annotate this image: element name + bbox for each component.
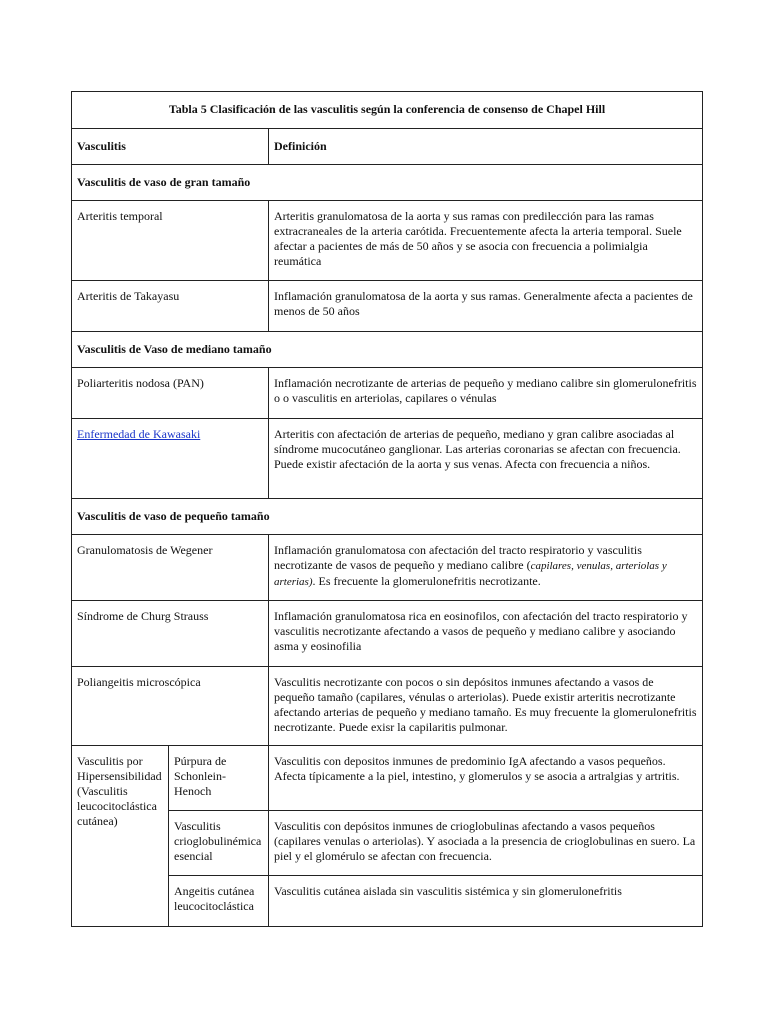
row-name-churg-strauss: Síndrome de Churg Strauss — [72, 601, 269, 667]
row-def-arteritis-temporal: Arteritis granulomatosa de la aorta y sus ramas con predilección para las ramas extracraneales de la arteria carótida. Frecuentemente afecta la arteria temporal. Suele afectar a pacientes de más de 50 años y se asocia con frecuencia a polimialgia reumática — [269, 201, 703, 281]
section-medium-vessel: Vasculitis de Vaso de mediano tamaño — [72, 332, 703, 368]
section-large-vessel: Vasculitis de vaso de gran tamaño — [72, 165, 703, 201]
group-hipersensibilidad: Vasculitis por Hipersensibilidad (Vasculitis leucocitoclástica cutánea) — [72, 746, 169, 927]
wegener-def-part-b: . Es frecuente la glomerulonefritis necrotizante. — [312, 574, 541, 588]
row-name-pan: Poliarteritis nodosa (PAN) — [72, 368, 269, 419]
row-def-crioglobulinemica: Vasculitis con depósitos inmunes de crioglobulinas afectando a vasos pequeños (capilares venulas o arteriolas). Y asociada a la presencia de crioglobulinas en suero. La piel y el glomérulo se afectan con frecuencia. — [269, 811, 703, 876]
header-vasculitis: Vasculitis — [72, 129, 269, 165]
row-def-kawasaki: Arteritis con afectación de arterias de pequeño, mediano y gran calibre asociadas al síndrome mucocutáneo ganglionar. Las arterias coronarias se afectan con frecuencia. Puede existir afectación de la aorta y sus venas. Afecta con frecuencia a niños. — [269, 419, 703, 499]
row-name-takayasu: Arteritis de Takayasu — [72, 281, 269, 332]
row-name-angeitis: Angeitis cutánea leucocitoclástica — [169, 876, 269, 927]
row-name-kawasaki — [72, 419, 269, 499]
row-def-schonlein: Vasculitis con depositos inmunes de predominio IgA afectando a vasos pequeños. Afecta típicamente a la piel, intestino, y glomerulos y se asocia a artralgias y artritis. — [269, 746, 703, 811]
row-def-churg-strauss: Inflamación granulomatosa rica en eosinofilos, con afectación del tracto respiratorio y vasculitis necrotizante afectando a vasos de pequeño y mediano calibre y asociando asma y eosinofilia — [269, 601, 703, 667]
wegener-def-part-a: Inflamación granulomatosa con afectación del tracto respiratorio y vasculitis necrotizante de vasos de pequeño y mediano calibre ( — [274, 543, 642, 572]
kawasaki-link[interactable]: Enfermedad de Kawasaki — [77, 427, 201, 441]
row-name-arteritis-temporal: Arteritis temporal — [72, 201, 269, 281]
table-title: Tabla 5 Clasificación de las vasculitis según la conferencia de consenso de Chapel Hill — [72, 92, 703, 129]
row-def-wegener — [269, 535, 703, 601]
row-def-poliangeitis: Vasculitis necrotizante con pocos o sin depósitos inmunes afectando a vasos de pequeño tamaño (capilares, vénulas o arteriolas). Puede existir arteritis necrotizante afectando arterias de pequeño y mediano tamaño. Es muy frecuente la glomerulonefritis necrotizante. Puede exisr la capilaritis pulmonar. — [269, 667, 703, 746]
wegener-def-italic: capilares, venulas, arteriolas y arterias) — [274, 560, 667, 588]
section-small-vessel: Vasculitis de vaso de pequeño tamaño — [72, 499, 703, 535]
row-def-angeitis: Vasculitis cutánea aislada sin vasculitis sistémica y sin glomerulonefritis — [269, 876, 703, 927]
row-name-wegener: Granulomatosis de Wegener — [72, 535, 269, 601]
row-name-crioglobulinemica: Vasculitis crioglobulinémica esencial — [169, 811, 269, 876]
vasculitis-classification-table — [71, 91, 703, 927]
row-name-poliangeitis: Poliangeitis microscópica — [72, 667, 269, 746]
header-definicion: Definición — [269, 129, 703, 165]
row-def-takayasu: Inflamación granulomatosa de la aorta y sus ramas. Generalmente afecta a pacientes de menos de 50 años — [269, 281, 703, 332]
row-name-schonlein: Púrpura de Schonlein-Henoch — [169, 746, 269, 811]
row-def-pan: Inflamación necrotizante de arterias de pequeño y mediano calibre sin glomerulonefritis o o vasculitis en arteriolas, capilares o vénulas — [269, 368, 703, 419]
